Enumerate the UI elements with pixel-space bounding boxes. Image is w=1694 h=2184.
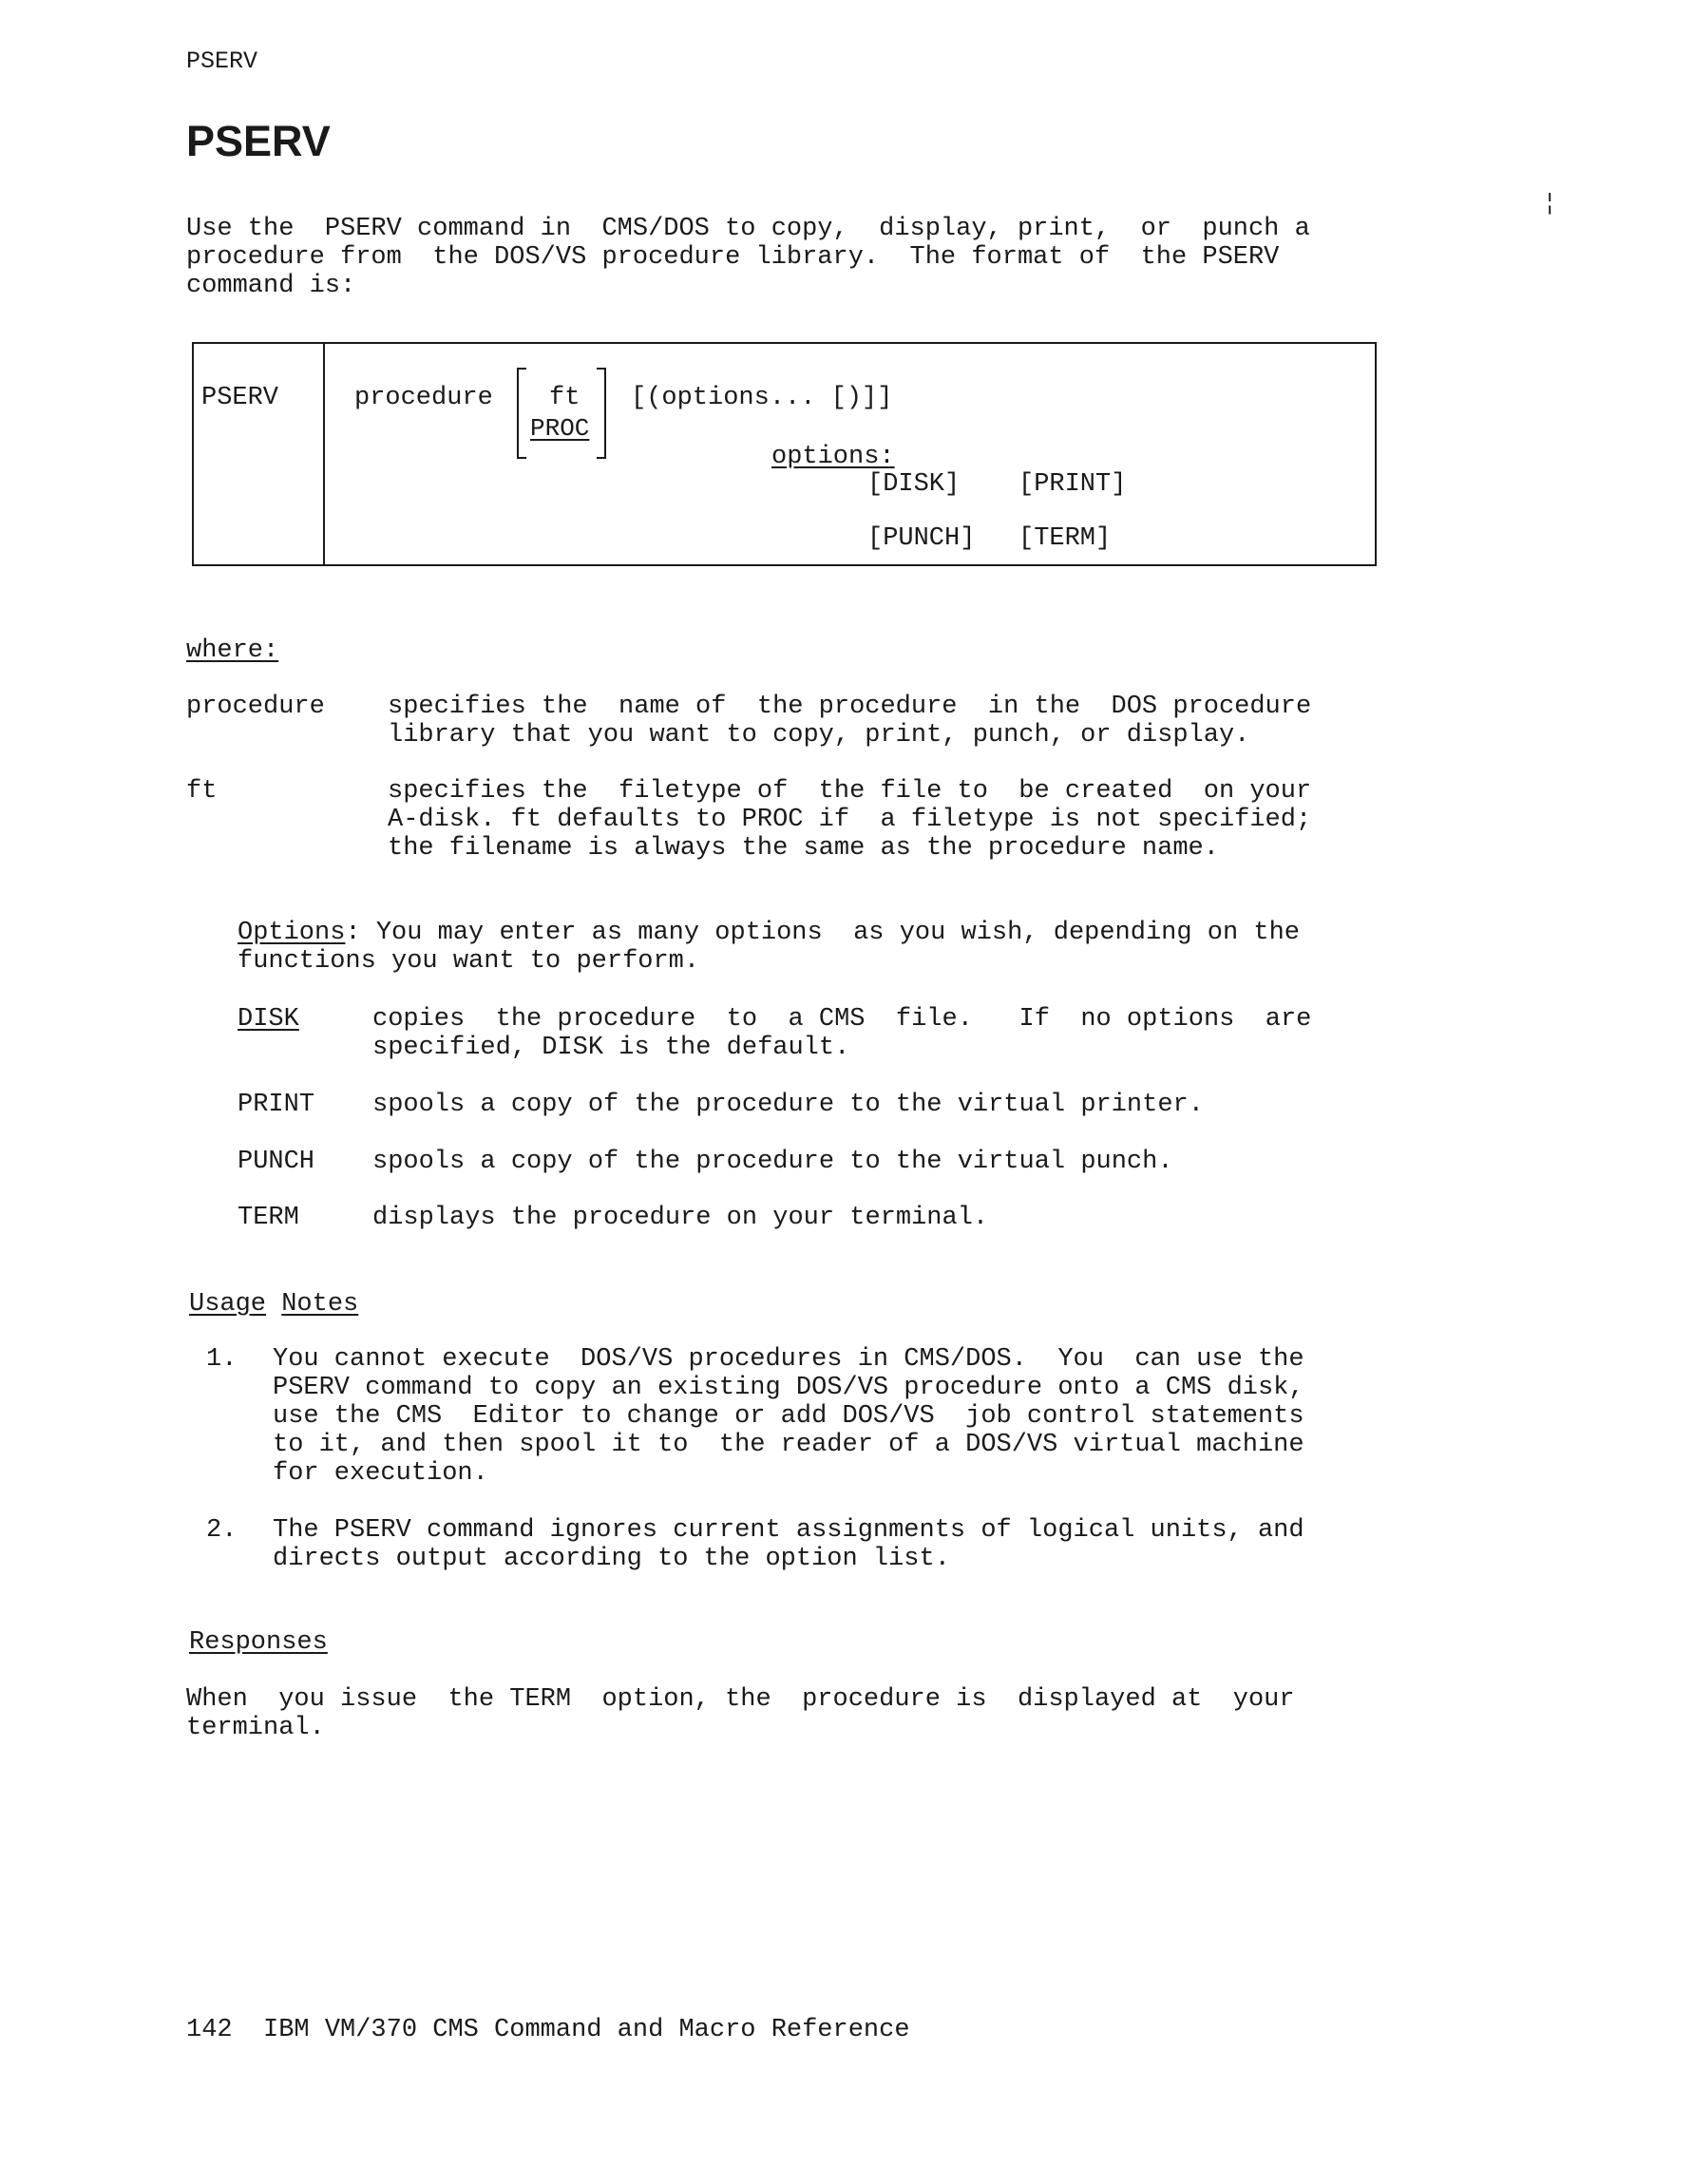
- option-disk-line-2: specified, DISK is the default.: [372, 1034, 850, 1062]
- page-title: PSERV: [186, 117, 331, 165]
- usage-notes-heading-word-1: Usage: [189, 1290, 267, 1319]
- choice-bracket-left: [517, 368, 526, 459]
- format-box-divider: [323, 342, 325, 566]
- responses-line-2: terminal.: [186, 1714, 325, 1742]
- usage-note-1-number: 1.: [206, 1345, 238, 1374]
- format-default-proc: PROC: [530, 414, 590, 443]
- format-option-disk: [DISK]: [867, 470, 961, 499]
- format-operand-procedure: procedure: [354, 384, 493, 412]
- usage-notes-heading-word-2: Notes: [281, 1290, 359, 1319]
- responses-line-1: When you issue the TERM option, the procedure is displayed at your: [186, 1685, 1295, 1714]
- option-term-print: PRINT: [238, 1091, 315, 1119]
- format-operand-ft: ft: [549, 384, 581, 412]
- operand-procedure-line-2: library that you want to copy, print, punch, or display.: [388, 721, 1250, 750]
- operand-procedure-line-1: specifies the name of the procedure in the DOS procedure: [388, 693, 1312, 721]
- format-command-name: PSERV: [201, 384, 279, 412]
- format-options-syntax: [(options... [)]]: [631, 384, 893, 412]
- format-option-punch: [PUNCH]: [867, 524, 976, 553]
- operand-term-procedure: procedure: [186, 693, 325, 721]
- choice-bracket-right: [597, 368, 606, 459]
- where-label: where:: [186, 636, 279, 665]
- option-print-line-1: spools a copy of the procedure to the virtual printer.: [372, 1091, 1204, 1119]
- options-intro-label: Options: [238, 919, 346, 947]
- intro-line-1: Use the PSERV command in CMS/DOS to copy, display, print, or punch a: [186, 215, 1310, 243]
- intro-line-2: procedure from the DOS/VS procedure library. The format of the PSERV: [186, 243, 1280, 272]
- options-intro-line-1: [238, 921, 1300, 946]
- format-options-label: options:: [771, 443, 895, 471]
- operand-ft-line-2: A-disk. ft defaults to PROC if a filetype is not specified;: [388, 806, 1312, 834]
- option-term-term: TERM: [238, 1204, 299, 1232]
- responses-heading: Responses: [189, 1628, 328, 1657]
- usage-note-2-line-2: directs output according to the option list.: [273, 1545, 950, 1573]
- margin-revision-mark: ¦: [1543, 191, 1557, 217]
- option-disk-line-1: copies the procedure to a CMS file. If no options are: [372, 1005, 1312, 1034]
- usage-note-1-line-2: PSERV command to copy an existing DOS/VS procedure onto a CMS disk,: [273, 1374, 1304, 1402]
- option-punch-line-1: spools a copy of the procedure to the virtual punch.: [372, 1148, 1173, 1176]
- options-intro-text: : You may enter as many options as you wish, depending on the: [345, 919, 1300, 947]
- format-option-term: [TERM]: [1018, 524, 1112, 553]
- intro-line-3: command is:: [186, 272, 356, 300]
- usage-note-1-line-1: You cannot execute DOS/VS procedures in CMS/DOS. You can use the: [273, 1345, 1304, 1374]
- usage-notes-heading: [189, 1292, 358, 1318]
- operand-ft-line-3: the filename is always the same as the procedure name.: [388, 834, 1219, 863]
- usage-note-2-line-1: The PSERV command ignores current assignments of logical units, and: [273, 1516, 1304, 1545]
- operand-ft-line-1: specifies the filetype of the file to be created on your: [388, 777, 1312, 806]
- usage-note-2-number: 2.: [206, 1516, 238, 1545]
- options-intro-line-2: functions you want to perform.: [238, 947, 700, 976]
- page-footer: 142 IBM VM/370 CMS Command and Macro Reference: [186, 2016, 910, 2044]
- usage-note-1-line-4: to it, and then spool it to the reader of a DOS/VS virtual machine: [273, 1431, 1304, 1459]
- option-term-punch: PUNCH: [238, 1148, 315, 1176]
- usage-note-1-line-3: use the CMS Editor to change or add DOS/VS job control statements: [273, 1402, 1304, 1431]
- operand-term-ft: ft: [186, 777, 218, 806]
- option-term-line-1: displays the procedure on your terminal.: [372, 1204, 989, 1232]
- running-head: PSERV: [186, 47, 258, 75]
- usage-note-1-line-5: for execution.: [273, 1459, 488, 1488]
- format-option-print: [PRINT]: [1018, 470, 1127, 499]
- option-term-disk: DISK: [238, 1005, 299, 1034]
